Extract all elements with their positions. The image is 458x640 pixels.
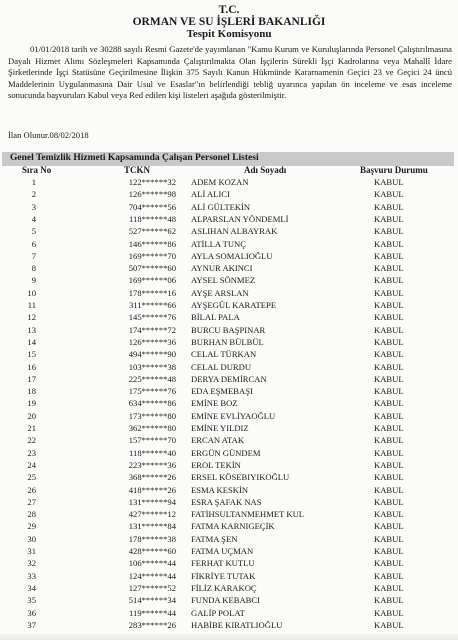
row-tckn: 146******86 — [128, 238, 176, 249]
row-tckn: 514******34 — [128, 595, 176, 606]
table-row — [0, 520, 458, 532]
row-status: KABUL — [374, 238, 404, 249]
column-header-no: Sıra No — [22, 165, 52, 175]
row-tckn: 127******52 — [128, 582, 176, 593]
row-status: KABUL — [374, 533, 404, 544]
row-name: DERYA DEMİRCAN — [191, 373, 267, 384]
row-number: 20 — [27, 410, 36, 421]
table-row — [0, 287, 458, 299]
table-row — [0, 422, 458, 434]
column-header-name: Adı Soyadı — [244, 165, 287, 175]
table-row — [0, 434, 458, 446]
row-name: EMİNE EVLİYAOĞLU — [191, 410, 276, 421]
row-status: KABUL — [374, 410, 404, 421]
table-row — [0, 348, 458, 360]
row-number: 22 — [27, 435, 36, 446]
row-tckn: 119******44 — [129, 607, 176, 618]
row-number: 21 — [27, 423, 36, 433]
column-header-status: Başvuru Durumu — [360, 165, 428, 175]
row-tckn: 368******26 — [128, 472, 176, 483]
row-name: FİLİZ KARAKOÇ — [191, 582, 257, 593]
row-tckn: 634******86 — [128, 398, 176, 409]
row-name: EDA EŞMEBAŞI — [191, 386, 253, 397]
table-row — [0, 533, 458, 545]
row-name: BURCU BAŞPINAR — [191, 324, 266, 335]
row-status: KABUL — [374, 472, 404, 483]
row-number: 27 — [27, 496, 36, 507]
row-name: EROL TEKİN — [191, 459, 241, 470]
table-row — [0, 397, 458, 409]
row-name: ATİLLA TUNÇ — [191, 238, 246, 249]
table-row — [0, 594, 458, 606]
row-tckn: 118******40 — [129, 447, 176, 458]
row-name: BURHAN BÜLBÜL — [191, 336, 264, 347]
table-row — [0, 373, 458, 385]
row-status: KABUL — [374, 312, 404, 323]
row-number: 29 — [27, 521, 36, 532]
row-status: KABUL — [374, 484, 404, 495]
row-tckn: 427******12 — [128, 509, 176, 520]
row-name: ALPARSLAN YÖNDEMLİ — [191, 213, 289, 224]
row-name: GALİP POLAT — [191, 607, 245, 618]
row-tckn: 106******44 — [128, 558, 176, 569]
row-number: 30 — [27, 533, 36, 544]
row-name: ESRA ŞAFAK NAS — [191, 496, 262, 507]
row-tckn: 494******90 — [128, 349, 176, 360]
row-number: 33 — [27, 570, 36, 581]
row-number: 28 — [27, 509, 36, 520]
row-tckn: 225******48 — [128, 373, 176, 384]
row-status: KABUL — [374, 435, 404, 446]
row-number: 36 — [27, 607, 36, 618]
row-number: 25 — [27, 472, 36, 483]
row-status: KABUL — [374, 496, 404, 507]
row-status: KABUL — [374, 558, 404, 569]
row-name: AYŞEGÜL KARATEPE — [191, 300, 277, 310]
table-row — [0, 213, 458, 225]
row-status: KABUL — [374, 459, 404, 470]
row-number: 13 — [27, 324, 36, 335]
row-name: AYLA SOMALIOĞLU — [191, 250, 273, 261]
row-tckn: 122******32 — [128, 177, 176, 187]
table-row — [0, 225, 458, 237]
row-status: KABUL — [374, 373, 404, 384]
row-status: KABUL — [374, 582, 404, 593]
row-number: 24 — [27, 459, 36, 470]
row-tckn: 175******76 — [128, 386, 176, 397]
row-status: KABUL — [374, 177, 404, 187]
row-name: AYNUR AKINCI — [191, 263, 253, 274]
row-number: 26 — [27, 484, 36, 495]
row-status: KABUL — [374, 447, 404, 458]
row-name: FİKRİYE TUTAK — [191, 570, 256, 581]
table-row — [0, 250, 458, 262]
table-row — [0, 570, 458, 582]
row-tckn: 418******26 — [128, 484, 176, 495]
row-name: ESMA KESKİN — [191, 484, 249, 495]
row-name: FATİHSULTANMEHMET KUL — [191, 509, 305, 520]
row-name: EMİNE BOZ — [191, 398, 238, 409]
row-tckn: 178******38 — [128, 533, 176, 544]
row-name: ADEM KOZAN — [191, 177, 249, 187]
table-row — [0, 238, 458, 250]
row-number: 18 — [27, 386, 36, 397]
row-number: 12 — [27, 312, 36, 323]
row-status: KABUL — [374, 521, 404, 532]
header-tc: T.C. — [218, 4, 240, 16]
row-status: KABUL — [374, 546, 404, 556]
row-number: 17 — [27, 373, 36, 384]
row-name: ERCAN ATAK — [191, 435, 245, 446]
row-status: KABUL — [374, 361, 404, 372]
row-tckn: 362******80 — [128, 423, 176, 433]
table-row — [0, 262, 458, 274]
row-status: KABUL — [374, 619, 404, 630]
header-ministry: ORMAN VE SU İŞLERİ BAKANLIĞI — [132, 16, 326, 28]
row-tckn: 428******60 — [128, 546, 176, 556]
row-name: ASLIHAN ALBAYRAK — [191, 226, 278, 237]
table-row — [0, 336, 458, 348]
table-row — [0, 484, 458, 496]
row-name: CELAL DURDU — [191, 361, 252, 372]
row-tckn: 169******06 — [128, 275, 176, 286]
row-tckn: 131******94 — [128, 496, 176, 507]
row-tckn: 223******36 — [128, 459, 176, 470]
row-name: FATMA KARNIGEÇİK — [191, 521, 275, 532]
row-status: KABUL — [374, 386, 404, 397]
list-title: Genel Temizlik Hizmeti Kapsamında Çalışan Personel Listesi — [10, 153, 259, 163]
row-tckn: 173******80 — [128, 410, 176, 421]
row-tckn: 507******60 — [128, 263, 176, 274]
row-number: 34 — [27, 582, 36, 593]
row-number: 8 — [31, 263, 36, 274]
table-row — [0, 324, 458, 336]
table-row — [0, 607, 458, 619]
row-status: KABUL — [374, 213, 404, 224]
row-number: 11 — [27, 300, 36, 310]
table-row — [0, 557, 458, 569]
row-number: 31 — [27, 546, 36, 556]
row-number: 35 — [27, 595, 36, 606]
table-row — [0, 274, 458, 286]
row-tckn: 126******36 — [128, 336, 176, 347]
table-row — [0, 459, 458, 471]
row-status: KABUL — [374, 226, 404, 237]
table-row — [0, 201, 458, 213]
row-number: 4 — [31, 213, 36, 224]
row-number: 6 — [31, 238, 36, 249]
row-number: 2 — [31, 189, 36, 200]
row-name: FERHAT KUTLU — [191, 558, 255, 569]
row-status: KABUL — [374, 250, 404, 261]
row-status: KABUL — [374, 201, 404, 212]
row-status: KABUL — [374, 349, 404, 360]
row-status: KABUL — [374, 607, 404, 618]
row-status: KABUL — [374, 570, 404, 581]
table-row — [0, 447, 458, 459]
row-tckn: 283******26 — [128, 619, 176, 630]
row-status: KABUL — [374, 595, 404, 606]
row-number: 10 — [27, 287, 36, 298]
row-tckn: 126******98 — [128, 189, 176, 200]
row-status: KABUL — [374, 275, 404, 286]
table-row — [0, 311, 458, 323]
row-name: FUNDA KEBABCI — [191, 595, 260, 606]
row-name: EMİNE YILDIZ — [191, 423, 249, 433]
row-status: KABUL — [374, 324, 404, 335]
row-name: ERSEL KÖSEBIYIKOĞLU — [191, 472, 290, 483]
row-number: 15 — [27, 349, 36, 360]
row-number: 32 — [27, 558, 36, 569]
row-name: AYSEL SÖNMEZ — [191, 275, 256, 286]
row-number: 23 — [27, 447, 36, 458]
row-number: 5 — [31, 226, 36, 237]
table-row — [0, 188, 458, 200]
table-row — [0, 176, 458, 188]
row-tckn: 174******72 — [128, 324, 176, 335]
page-bottom-edge — [0, 634, 458, 640]
row-status: KABUL — [374, 423, 404, 433]
row-tckn: 169******70 — [128, 250, 176, 261]
table-row — [0, 582, 458, 594]
row-number: 3 — [31, 201, 36, 212]
table-row — [0, 361, 458, 373]
row-status: KABUL — [374, 398, 404, 409]
row-number: 37 — [27, 619, 36, 630]
row-tckn: 131******84 — [128, 521, 176, 532]
row-number: 7 — [31, 250, 36, 261]
row-name: CELAL TÜRKAN — [191, 349, 257, 360]
row-number: 16 — [27, 361, 36, 372]
row-tckn: 118******48 — [129, 213, 176, 224]
table-row — [0, 410, 458, 422]
row-tckn: 124******44 — [128, 570, 176, 581]
row-tckn: 704******56 — [128, 201, 176, 212]
header-commission: Tespit Komisyonu — [186, 28, 272, 40]
intro-paragraph: 01/01/2018 tarih ve 30288 sayılı Resmi Gazete'de yayımlanan "Kamu Kurum ve Kuruluşlarında Personel Çalıştırılmasına Dayalı Hizmet Alımı Sözleşmeleri Kapsamında Çalıştırılmakta Olan İşçilerin Sürekli İşçi Kadrolarına veya Mahallî İdare Şirketlerinde İşçi Statüsüne Geçirilmesine İlişkin 375 Sayılı Kanun Hükmünde Kararnamenin Geçici 23 ve Geçici 24 üncü Maddelerinin Uygulanmasına Dair Usul ve Esaslar"ın belirlendiği tebliğ uyarınca yapılan ön inceleme ve esas inceleme sonucunda başvuruları Kabul veya Red edilen kişi listeleri aşağıda gösterilmiştir. — [8, 44, 452, 101]
row-tckn: 103******38 — [128, 361, 176, 372]
column-header-tckn: TCKN — [124, 165, 151, 175]
row-name: ALİ ALICI — [191, 189, 230, 200]
row-tckn: 178******16 — [128, 287, 176, 298]
table-row — [0, 619, 458, 631]
row-tckn: 527******62 — [128, 226, 176, 237]
row-status: KABUL — [374, 300, 404, 310]
row-name: HABİBE KIRATLIOĞLU — [191, 619, 283, 630]
table-row — [0, 496, 458, 508]
table-row — [0, 508, 458, 520]
row-status: KABUL — [374, 509, 404, 520]
row-status: KABUL — [374, 263, 404, 274]
table-row — [0, 299, 458, 311]
row-number: 14 — [27, 336, 36, 347]
row-status: KABUL — [374, 189, 404, 200]
row-tckn: 145******76 — [128, 312, 176, 323]
row-name: BİLAL PALA — [191, 312, 240, 323]
row-name: FATMA ŞEN — [191, 533, 238, 544]
row-status: KABUL — [374, 336, 404, 347]
row-status: KABUL — [374, 287, 404, 298]
table-row — [0, 385, 458, 397]
row-name: AYŞE ARSLAN — [191, 287, 249, 298]
table-row — [0, 471, 458, 483]
row-name: ERGÜN GÜNDEM — [191, 447, 261, 458]
row-number: 1 — [31, 177, 36, 187]
table-row — [0, 545, 458, 557]
row-tckn: 157******70 — [128, 435, 176, 446]
row-name: FATMA UÇMAN — [191, 546, 254, 556]
row-tckn: 311******66 — [129, 300, 176, 310]
announcement-date: İlan Olunur.08/02/2018 — [8, 130, 89, 140]
row-number: 9 — [31, 275, 36, 286]
row-number: 19 — [27, 398, 36, 409]
row-name: ALİ GÜLTEKİN — [191, 201, 251, 212]
